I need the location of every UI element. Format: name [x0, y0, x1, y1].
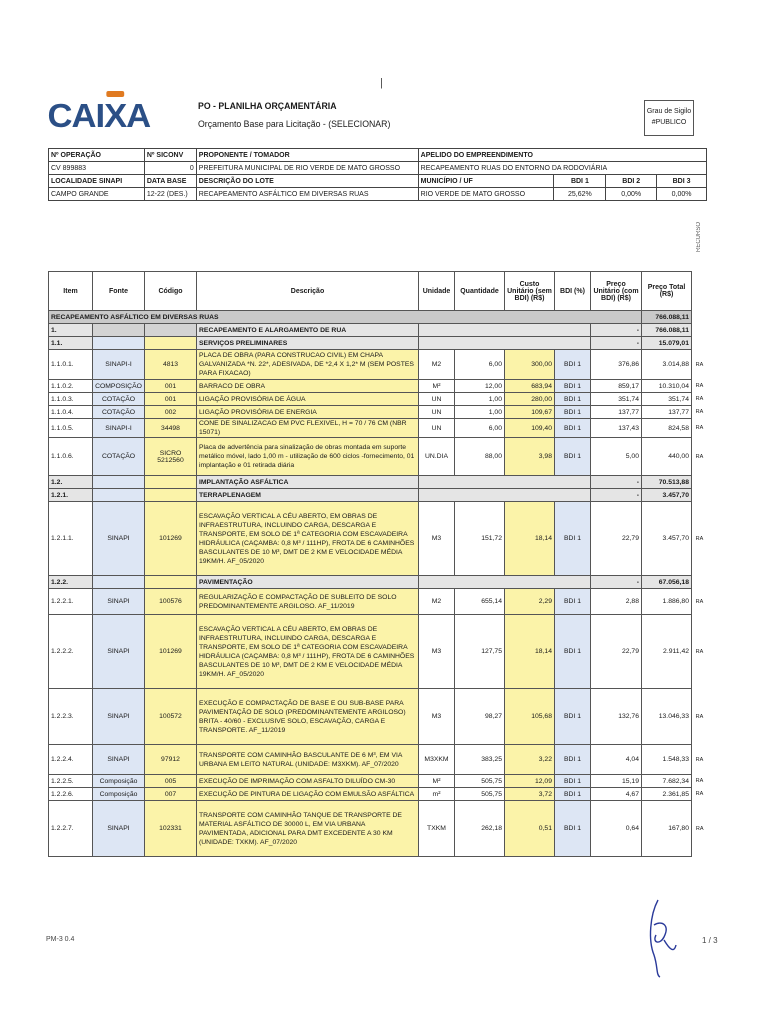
cell-fonte: Composição — [93, 788, 145, 801]
section-desc: TERRAPLENAGEM — [197, 489, 419, 502]
cell-ra: RA — [695, 535, 704, 542]
cell-un: M3 — [419, 615, 455, 689]
cell-qtd: 505,75 — [455, 788, 505, 801]
budget-table — [48, 271, 708, 857]
col-unidade: Unidade — [419, 272, 455, 311]
cell-bdi: BDI 1 — [555, 801, 591, 857]
mun-value: RIO VERDE DE MATO GROSSO — [418, 188, 554, 201]
cell-bdi: BDI 1 — [555, 788, 591, 801]
sigilo-value: #PUBLICO — [651, 119, 687, 126]
cell-codigo: 007 — [145, 788, 197, 801]
table-row — [49, 380, 708, 393]
cell-codigo: 001 — [145, 393, 197, 406]
bdi3-label: BDI 3 — [657, 175, 707, 188]
section-dash: - — [591, 337, 642, 350]
cell-pu: 22,79 — [591, 502, 642, 576]
cell-fonte: SINAPI — [93, 801, 145, 857]
section-total: 766.088,11 — [642, 324, 692, 337]
cell-item: 1.2.2.1. — [49, 589, 93, 615]
cell-custo: 300,00 — [505, 350, 555, 380]
cell-item: 1.1.0.6. — [49, 438, 93, 476]
cell-codigo: 102331 — [145, 801, 197, 857]
section-dash: - — [591, 476, 642, 489]
cell-custo: 280,00 — [505, 393, 555, 406]
cell-un: M² — [419, 775, 455, 788]
cell-codigo: 005 — [145, 775, 197, 788]
table-row — [49, 745, 708, 775]
section-row — [49, 489, 708, 502]
table-row — [49, 801, 708, 857]
prop-label: PROPONENTE / TOMADOR — [196, 149, 418, 162]
cell-qtd: 655,14 — [455, 589, 505, 615]
cell-un: UN — [419, 406, 455, 419]
cell-custo: 105,68 — [505, 689, 555, 745]
cell-codigo: 97912 — [145, 745, 197, 775]
cell-codigo: 002 — [145, 406, 197, 419]
bdi1-label: BDI 1 — [554, 175, 606, 188]
col-codigo: Código — [145, 272, 197, 311]
cell-pu: 5,00 — [591, 438, 642, 476]
cell-qtd: 88,00 — [455, 438, 505, 476]
cell-pu: 137,77 — [591, 406, 642, 419]
cell-item: 1.1.0.2. — [49, 380, 93, 393]
cell-fonte: SINAPI — [93, 745, 145, 775]
cell-pt: 13.046,33 — [642, 689, 692, 745]
table-header — [49, 272, 708, 311]
section-item: 1.2.1. — [49, 489, 93, 502]
cell-fonte: COTAÇÃO — [93, 406, 145, 419]
cell-desc: EXECUÇÃO DE IMPRIMAÇÃO COM ASFALTO DILUÍDO CM-30 — [197, 775, 419, 788]
table-row — [49, 775, 708, 788]
cell-pu: 4,67 — [591, 788, 642, 801]
cell-desc: EXECUÇÃO DE PINTURA DE LIGAÇÃO COM EMULSÃO ASFÁLTICA — [197, 788, 419, 801]
cell-codigo: 101269 — [145, 502, 197, 576]
cell-ra: RA — [695, 778, 704, 784]
cell-fonte: SINAPI-I — [93, 419, 145, 438]
cell-custo: 3,72 — [505, 788, 555, 801]
cell-fonte: SINAPI — [93, 589, 145, 615]
cell-ra: RA — [695, 396, 704, 402]
cell-ra: RA — [695, 425, 704, 431]
cell-item: 1.1.0.3. — [49, 393, 93, 406]
cell-desc: ESCAVAÇÃO VERTICAL A CÉU ABERTO, EM OBRAS DE INFRAESTRUTURA, INCLUINDO CARGA, DESCARGA E TRANSPORTE, EM SOLO DE 1ª CATEGORIA COM ESCAVADEIRA HIDRÁULICA (CAÇAMBA: 0,8 M³ / 111HP), FROTA DE 6 CAMINHÕES BASCULANTES DE 10 M³, DMT DE 2 KM E VELOCIDADE MÉDIA 19KM/H. AF_05/2020 — [197, 615, 419, 689]
cell-fonte: Composição — [93, 775, 145, 788]
cell-desc: CONE DE SINALIZACAO EM PVC FLEXIVEL, H = 70 / 76 CM (NBR 15071) — [197, 419, 419, 438]
cell-ra: RA — [695, 825, 704, 832]
cell-codigo: 001 — [145, 380, 197, 393]
cell-un: m² — [419, 788, 455, 801]
cell-item: 1.2.2.2. — [49, 615, 93, 689]
cell-ra: RA — [695, 791, 704, 797]
col-quantidade: Quantidade — [455, 272, 505, 311]
section-total: 3.457,70 — [642, 489, 692, 502]
cell-ra: RA — [695, 648, 704, 655]
cell-pu: 15,19 — [591, 775, 642, 788]
cell-bdi: BDI 1 — [555, 406, 591, 419]
cell-ra: RA — [695, 713, 704, 720]
cell-pt: 1.548,33 — [642, 745, 692, 775]
cell-desc: ESCAVAÇÃO VERTICAL A CÉU ABERTO, EM OBRAS DE INFRAESTRUTURA, INCLUINDO CARGA, DESCARGA E TRANSPORTE, EM SOLO DE 1ª CATEGORIA COM ESCAVADEIRA HIDRÁULICA (CAÇAMBA: 0,8 M³ / 111HP), FROTA DE 6 CAMINHÕES BASCULANTES DE 10 M³, DMT DE 2 KM E VELOCIDADE MÉDIA 19KM/H. AF_05/2020 — [197, 502, 419, 576]
cell-un: M2 — [419, 350, 455, 380]
cell-custo: 18,14 — [505, 615, 555, 689]
cell-custo: 2,29 — [505, 589, 555, 615]
section-dash: - — [591, 489, 642, 502]
section-row — [49, 576, 708, 589]
cell-desc: PLACA DE OBRA (PARA CONSTRUCAO CIVIL) EM CHAPA GALVANIZADA *N. 22*, ADESIVADA, DE *2,4 X 1,2* M (SEM POSTES PARA FIXACAO) — [197, 350, 419, 380]
cell-bdi: BDI 1 — [555, 615, 591, 689]
table-row — [49, 393, 708, 406]
col-fonte: Fonte — [93, 272, 145, 311]
recurso-label: RECURSO — [696, 222, 702, 253]
siconv-value: 0 — [144, 162, 196, 175]
cell-pt: 351,74 — [642, 393, 692, 406]
cell-qtd: 262,18 — [455, 801, 505, 857]
cell-pt: 824,58 — [642, 419, 692, 438]
op-value: CV 899883 — [49, 162, 145, 175]
cell-ra: RA — [695, 409, 704, 415]
cell-bdi: BDI 1 — [555, 775, 591, 788]
cell-fonte: COTAÇÃO — [93, 393, 145, 406]
cell-bdi: BDI 1 — [555, 419, 591, 438]
cell-desc: REGULARIZAÇÃO E COMPACTAÇÃO DE SUBLEITO DE SOLO PREDOMINANTEMENTE ARGILOSO. AF_11/2019 — [197, 589, 419, 615]
section-dash: - — [591, 576, 642, 589]
data-value: 12-22 (DES.) — [144, 188, 196, 201]
op-label: Nº OPERAÇÃO — [49, 149, 145, 162]
cell-codigo: 4813 — [145, 350, 197, 380]
table-row — [49, 689, 708, 745]
section-desc: SERVIÇOS PRELIMINARES — [197, 337, 419, 350]
cell-un: M2 — [419, 589, 455, 615]
cell-un: M3 — [419, 502, 455, 576]
table-row — [49, 788, 708, 801]
cell-pt: 3.457,70 — [642, 502, 692, 576]
cell-custo: 109,40 — [505, 419, 555, 438]
cell-custo: 0,51 — [505, 801, 555, 857]
apelido-value: RECAPEAMENTO RUAS DO ENTORNO DA RODOVIÁRIA — [418, 162, 706, 175]
group-total: 766.088,11 — [642, 311, 692, 324]
cell-item: 1.2.2.5. — [49, 775, 93, 788]
cell-un: UN — [419, 393, 455, 406]
caixa-logo: CAIXA — [47, 97, 151, 134]
cell-pu: 2,88 — [591, 589, 642, 615]
lote-value: RECAPEAMENTO ASFÁLTICO EM DIVERSAS RUAS — [196, 188, 418, 201]
signature-icon — [640, 895, 680, 980]
cell-custo: 12,09 — [505, 775, 555, 788]
table-row — [49, 406, 708, 419]
cell-fonte: SINAPI — [93, 502, 145, 576]
cell-pu: 376,86 — [591, 350, 642, 380]
cell-pu: 859,17 — [591, 380, 642, 393]
footer-form-code: PM-3 0.4 — [46, 936, 75, 943]
cell-qtd: 383,25 — [455, 745, 505, 775]
bdi2-value: 0,00% — [606, 188, 657, 201]
local-value: CAMPO GRANDE — [49, 188, 145, 201]
cell-custo: 109,67 — [505, 406, 555, 419]
table-row — [49, 502, 708, 576]
table-row — [49, 438, 708, 476]
cell-qtd: 6,00 — [455, 419, 505, 438]
cell-pt: 3.014,88 — [642, 350, 692, 380]
cell-un: UN — [419, 419, 455, 438]
section-total: 67.056,18 — [642, 576, 692, 589]
cell-bdi: BDI 1 — [555, 745, 591, 775]
cell-desc: Placa de advertência para sinalização de obras montada em suporte metálico móvel, lado 1,00 m - utilização de 600 ciclos -fornecimento, 01 implantação e 01 retirada diária — [197, 438, 419, 476]
cell-un: M3XKM — [419, 745, 455, 775]
cell-pt: 2.911,42 — [642, 615, 692, 689]
cell-pt: 2.361,85 — [642, 788, 692, 801]
cell-ra: RA — [695, 756, 704, 763]
cell-item: 1.1.0.1. — [49, 350, 93, 380]
cell-item: 1.2.2.6. — [49, 788, 93, 801]
cell-bdi: BDI 1 — [555, 380, 591, 393]
cell-pt: 1.886,80 — [642, 589, 692, 615]
footer-page-number: 1 / 3 — [702, 936, 718, 945]
cell-un: UN.DIA — [419, 438, 455, 476]
cell-desc: BARRACO DE OBRA — [197, 380, 419, 393]
cell-bdi: BDI 1 — [555, 502, 591, 576]
cell-un: TXKM — [419, 801, 455, 857]
section-item: 1.2. — [49, 476, 93, 489]
cell-custo: 3,98 — [505, 438, 555, 476]
cell-pt: 440,00 — [642, 438, 692, 476]
cell-un: M3 — [419, 689, 455, 745]
cell-pu: 351,74 — [591, 393, 642, 406]
cell-item: 1.2.1.1. — [49, 502, 93, 576]
cell-ra: RA — [695, 383, 704, 389]
cell-desc: EXECUÇÃO E COMPACTAÇÃO DE BASE E OU SUB-BASE PARA PAVIMENTAÇÃO DE SOLO (PREDOMINANTEMENTE ARGILOSO) BRITA - 40/60 - EXCLUSIVE SOLO, ESCAVAÇÃO, CARGA E TRANSPORTE. AF_11/2019 — [197, 689, 419, 745]
cell-qtd: 127,75 — [455, 615, 505, 689]
cell-qtd: 6,00 — [455, 350, 505, 380]
cell-codigo: 101269 — [145, 615, 197, 689]
cell-codigo: 34498 — [145, 419, 197, 438]
section-item: 1. — [49, 324, 93, 337]
lote-label: DESCRIÇÃO DO LOTE — [196, 175, 418, 188]
cell-qtd: 1,00 — [455, 393, 505, 406]
cell-qtd: 505,75 — [455, 775, 505, 788]
cell-pu: 4,04 — [591, 745, 642, 775]
page-mark: | — [380, 77, 383, 89]
cell-fonte: SINAPI — [93, 689, 145, 745]
col-descricao: Descrição — [197, 272, 419, 311]
bdi3-value: 0,00% — [657, 188, 707, 201]
cell-ra: RA — [695, 361, 704, 368]
section-desc: PAVIMENTAÇÃO — [197, 576, 419, 589]
cell-pt: 167,80 — [642, 801, 692, 857]
cell-pt: 7.682,34 — [642, 775, 692, 788]
cell-fonte: COMPOSIÇÃO — [93, 380, 145, 393]
cell-codigo: 100572 — [145, 689, 197, 745]
cell-custo: 3,22 — [505, 745, 555, 775]
cell-un: M² — [419, 380, 455, 393]
section-total: 15.079,01 — [642, 337, 692, 350]
cell-custo: 18,14 — [505, 502, 555, 576]
cell-bdi: BDI 1 — [555, 350, 591, 380]
section-row — [49, 337, 708, 350]
data-label: DATA BASE — [144, 175, 196, 188]
cell-ra: RA — [695, 453, 704, 460]
cell-pt: 137,77 — [642, 406, 692, 419]
col-item: Item — [49, 272, 93, 311]
cell-bdi: BDI 1 — [555, 438, 591, 476]
cell-custo: 683,94 — [505, 380, 555, 393]
local-label: LOCALIDADE SINAPI — [49, 175, 145, 188]
cell-item: 1.2.2.7. — [49, 801, 93, 857]
cell-fonte: SINAPI — [93, 615, 145, 689]
cell-qtd: 151,72 — [455, 502, 505, 576]
cell-item: 1.2.2.4. — [49, 745, 93, 775]
document-subtitle: Orçamento Base para Licitação - (SELECIONAR) — [198, 119, 391, 130]
cell-bdi: BDI 1 — [555, 689, 591, 745]
cell-desc: LIGAÇÃO PROVISÓRIA DE ÁGUA — [197, 393, 419, 406]
col-custo: Custo Unitário (sem BDI) (R$) — [505, 272, 555, 311]
section-item: 1.1. — [49, 337, 93, 350]
cell-pu: 0,64 — [591, 801, 642, 857]
apelido-label: APELIDO DO EMPREENDIMENTO — [418, 149, 706, 162]
siconv-label: Nº SICONV — [144, 149, 196, 162]
cell-item: 1.2.2.3. — [49, 689, 93, 745]
mun-label: MUNICÍPIO / UF — [418, 175, 554, 188]
section-total: 70.513,88 — [642, 476, 692, 489]
section-desc: IMPLANTAÇÃO ASFÁLTICA — [197, 476, 419, 489]
bdi2-label: BDI 2 — [606, 175, 657, 188]
document-title: PO - PLANILHA ORÇAMENTÁRIA — [198, 101, 337, 112]
cell-bdi: BDI 1 — [555, 393, 591, 406]
col-preco-unit: Preço Unitário (com BDI) (R$) — [591, 272, 642, 311]
cell-desc: TRANSPORTE COM CAMINHÃO TANQUE DE TRANSPORTE DE MATERIAL ASFÁLTICO DE 30000 L, EM VIA URBANA PAVIMENTADA, ADICIONAL PARA DMT EXCEDENTE A 30 KM (UNIDADE: TXKM). AF_07/2020 — [197, 801, 419, 857]
cell-desc: LIGAÇÃO PROVISÓRIA DE ENERGIA — [197, 406, 419, 419]
sigilo-box — [644, 100, 694, 136]
cell-bdi: BDI 1 — [555, 589, 591, 615]
cell-pu: 132,76 — [591, 689, 642, 745]
table-row — [49, 350, 708, 380]
cell-codigo: 100576 — [145, 589, 197, 615]
logo-x-mark: X — [104, 97, 127, 134]
cell-codigo: SICRO 5212560 — [145, 438, 197, 476]
col-flag — [692, 272, 708, 311]
section-desc: RECAPEAMENTO E ALARGAMENTO DE RUA — [197, 324, 419, 337]
sigilo-label: Grau de Sigilo — [646, 108, 692, 115]
section-row — [49, 324, 708, 337]
cell-pu: 22,79 — [591, 615, 642, 689]
cell-fonte: SINAPI-I — [93, 350, 145, 380]
cell-item: 1.1.0.4. — [49, 406, 93, 419]
cell-qtd: 12,00 — [455, 380, 505, 393]
section-item: 1.2.2. — [49, 576, 93, 589]
cell-item: 1.1.0.5. — [49, 419, 93, 438]
cell-qtd: 1,00 — [455, 406, 505, 419]
bdi1-value: 25,62% — [554, 188, 606, 201]
group-label: RECAPEAMENTO ASFÁLTICO EM DIVERSAS RUAS — [49, 311, 642, 324]
project-info-table — [48, 148, 707, 201]
cell-ra: RA — [695, 598, 704, 605]
table-row — [49, 589, 708, 615]
cell-qtd: 98,27 — [455, 689, 505, 745]
table-row — [49, 615, 708, 689]
section-dash: - — [591, 324, 642, 337]
cell-fonte: COTAÇÃO — [93, 438, 145, 476]
cell-desc: TRANSPORTE COM CAMINHÃO BASCULANTE DE 6 M³, EM VIA URBANA EM LEITO NATURAL (UNIDADE: M3XKM). AF_07/2020 — [197, 745, 419, 775]
table-row — [49, 419, 708, 438]
cell-pu: 137,43 — [591, 419, 642, 438]
prop-value: PREFEITURA MUNICIPAL DE RIO VERDE DE MATO GROSSO — [196, 162, 418, 175]
group-row — [49, 311, 708, 324]
section-row — [49, 476, 708, 489]
col-bdi: BDI (%) — [555, 272, 591, 311]
col-preco-total: Preço Total (R$) — [642, 272, 692, 311]
cell-pt: 10.310,04 — [642, 380, 692, 393]
